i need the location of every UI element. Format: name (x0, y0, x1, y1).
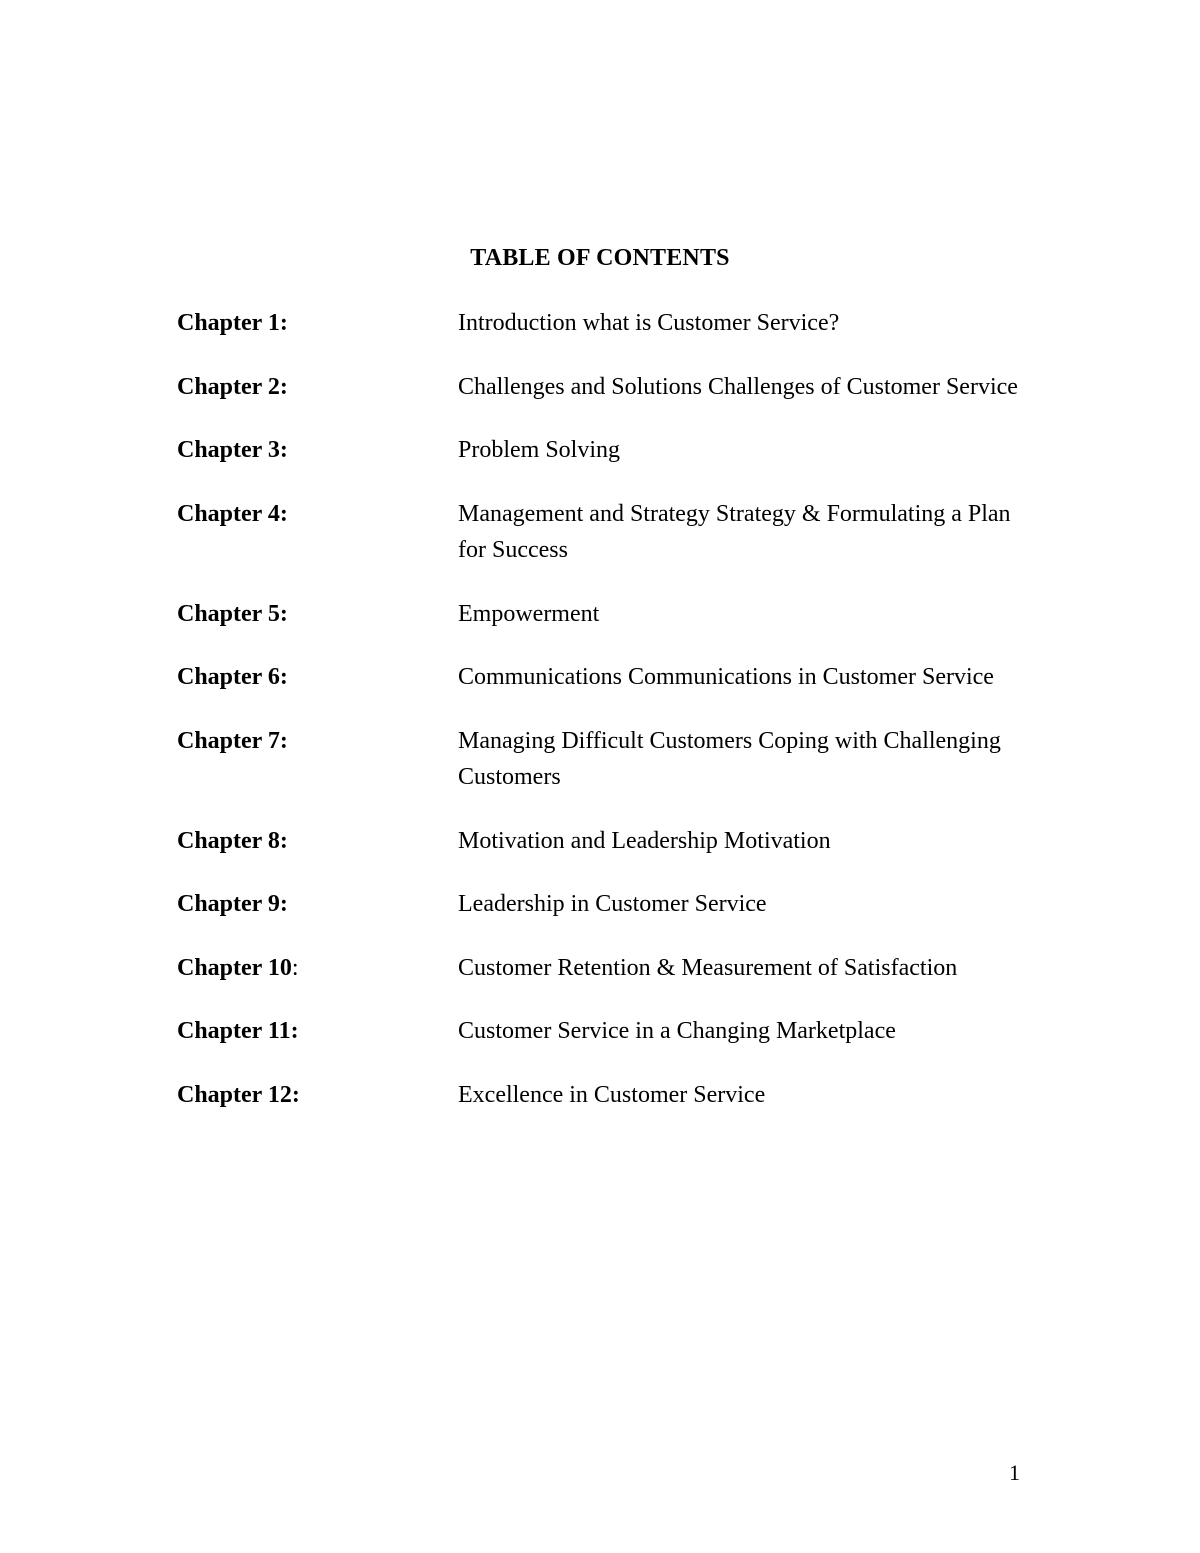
chapter-label (177, 950, 458, 987)
toc-entry (177, 432, 1037, 469)
chapter-label-colon: : (291, 954, 299, 981)
chapter-title: Customer Retention & Measurement of Satisfaction (458, 954, 958, 981)
toc-entry (177, 1077, 1037, 1114)
chapter-title: Excellence in Customer Service (458, 1081, 766, 1108)
chapter-title: Challenges and Solutions Challenges of Customer Service (458, 373, 1018, 400)
toc-entry (177, 369, 1037, 406)
toc-entry (177, 305, 1037, 342)
page-title: TABLE OF CONTENTS (470, 245, 730, 271)
chapter-title: Problem Solving (458, 437, 621, 463)
toc-entry (177, 659, 1037, 696)
chapter-label: Chapter 11: (177, 1018, 299, 1044)
chapter-title: Motivation and Leadership Motivation (458, 827, 831, 854)
chapter-label: Chapter 6: (177, 664, 288, 690)
chapter-title: Communications Communications in Customer Service (458, 664, 994, 690)
toc-entry (177, 950, 1037, 987)
chapter-label: Chapter 1: (177, 310, 288, 336)
toc-entry (177, 723, 1037, 796)
chapter-label: Chapter 2: (177, 373, 288, 400)
chapter-title: Leadership in Customer Service (458, 891, 767, 917)
chapter-title: Customer Service in a Changing Marketplace (458, 1018, 896, 1044)
toc-entry (177, 596, 1037, 633)
chapter-label-text: Chapter 10 (177, 954, 292, 981)
chapter-label: Chapter 7: (177, 727, 288, 754)
chapter-title: Managing Difficult Customers Coping with Challenging Customers (458, 727, 1001, 790)
page-number: 1 (1009, 1460, 1020, 1485)
toc-entry (177, 823, 1037, 860)
chapter-label: Chapter 12: (177, 1081, 300, 1108)
chapter-label: Chapter 4: (177, 500, 288, 527)
chapter-title: Introduction what is Customer Service? (458, 310, 840, 336)
chapter-label: Chapter 5: (177, 600, 288, 627)
chapter-label: Chapter 9: (177, 891, 288, 917)
toc-entry (177, 496, 1037, 569)
toc-entry (177, 886, 1037, 923)
toc-entry (177, 1013, 1037, 1050)
chapter-label: Chapter 3: (177, 437, 288, 463)
chapter-title: Management and Strategy Strategy & Formulating a Plan for Success (458, 500, 1011, 563)
chapter-label: Chapter 8: (177, 827, 288, 854)
toc-list (177, 305, 1037, 1140)
chapter-title: Empowerment (458, 600, 600, 627)
